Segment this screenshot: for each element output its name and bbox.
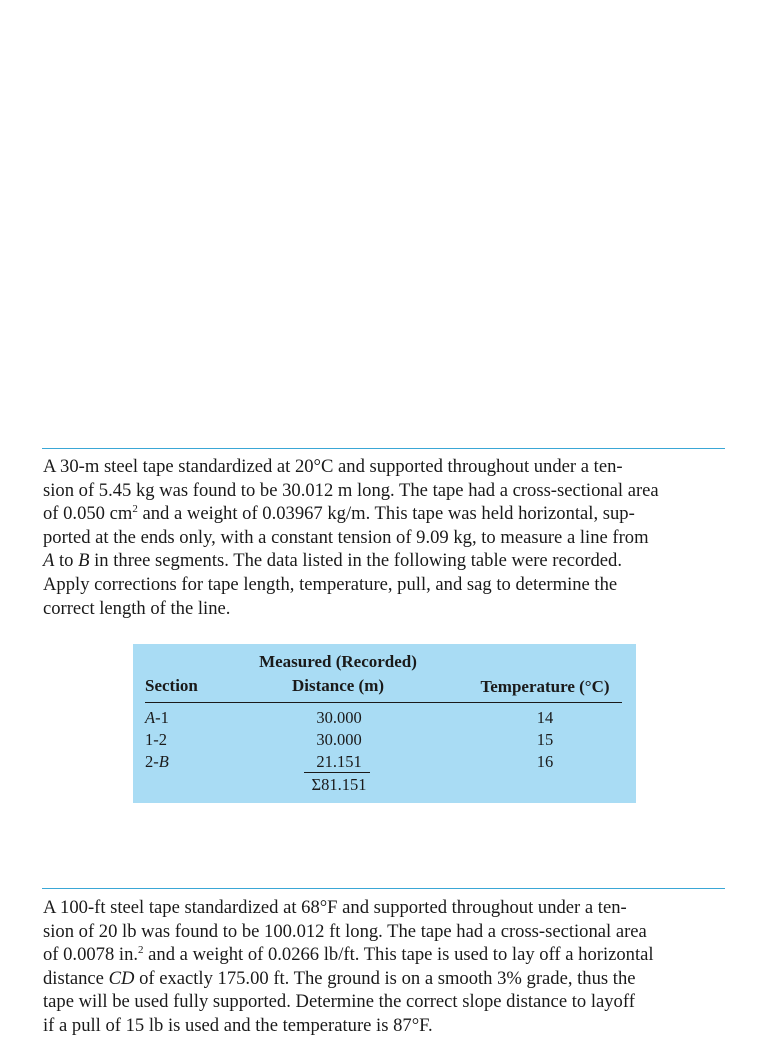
header-rule [145,702,622,703]
problem-1-line-2: sion of 5.45 kg was found to be 30.012 m long. The tape had a cross-sectional area [43,479,659,501]
section-divider-top [42,448,725,449]
distance-total: Σ81.151 [311,775,367,794]
row-3-section: 2-B [145,752,169,771]
problem-1-line-5: A to B in three segments. The data listed in the following table were recorded. [43,550,622,572]
sum-rule [304,772,370,773]
row-1-temperature: 14 [536,708,554,727]
row-3-distance: 21.151 [316,752,362,771]
header-distance-line1: Measured (Recorded) [259,652,417,671]
problem-2-line-4: distance CD of exactly 175.00 ft. The ground is on a smooth 3% grade, thus the [43,967,636,989]
problem-2-line-5: tape will be used fully supported. Determine the correct slope distance to layoff [43,991,635,1013]
row-1-section: A-1 [145,708,169,727]
problem-2-line-3: of 0.0078 in.$^2$ and a weight of 0.0266 lb/ft. This tape is used to lay off a horizontal [43,944,654,966]
row-3-temperature: 16 [536,752,554,771]
header-temperature: Temperature (°C) [480,677,610,696]
row-2-distance: 30.000 [316,730,362,749]
problem-2-line-1: A 100-ft steel tape standardized at 68°F and supported throughout under a ten- [43,897,627,918]
section-divider-bottom [42,888,725,889]
data-table [133,644,636,803]
problem-1-line-6: Apply corrections for tape length, temperature, pull, and sag to determine the [43,573,618,595]
problem-1-line-1: A 30-m steel tape standardized at 20°C and supported throughout under a ten- [43,456,623,477]
header-section: Section [145,676,198,695]
problem-2-line-2: sion of 20 lb was found to be 100.012 ft long. The tape had a cross-sectional area [43,920,647,942]
problem-1-line-3: of 0.050 $cm^2$ and a weight of 0.03967 kg/m. This tape was held horizontal, sup- [43,503,635,525]
problem-1-text [43,455,725,620]
row-2-temperature: 15 [536,730,554,749]
problem-1-line-4: ported at the ends only, with a constant tension of 9.09 kg, to measure a line from [43,526,649,548]
header-distance-line2: Distance (m) [291,676,385,695]
row-1-distance: 30.000 [316,708,362,727]
problem-1-line-7: correct length of the line. [43,597,231,619]
problem-2-line-6: if a pull of 15 lb is used and the temperature is 87°F. [43,1014,433,1036]
row-2-section: 1-2 [145,730,167,749]
problem-2-text [43,896,725,1038]
